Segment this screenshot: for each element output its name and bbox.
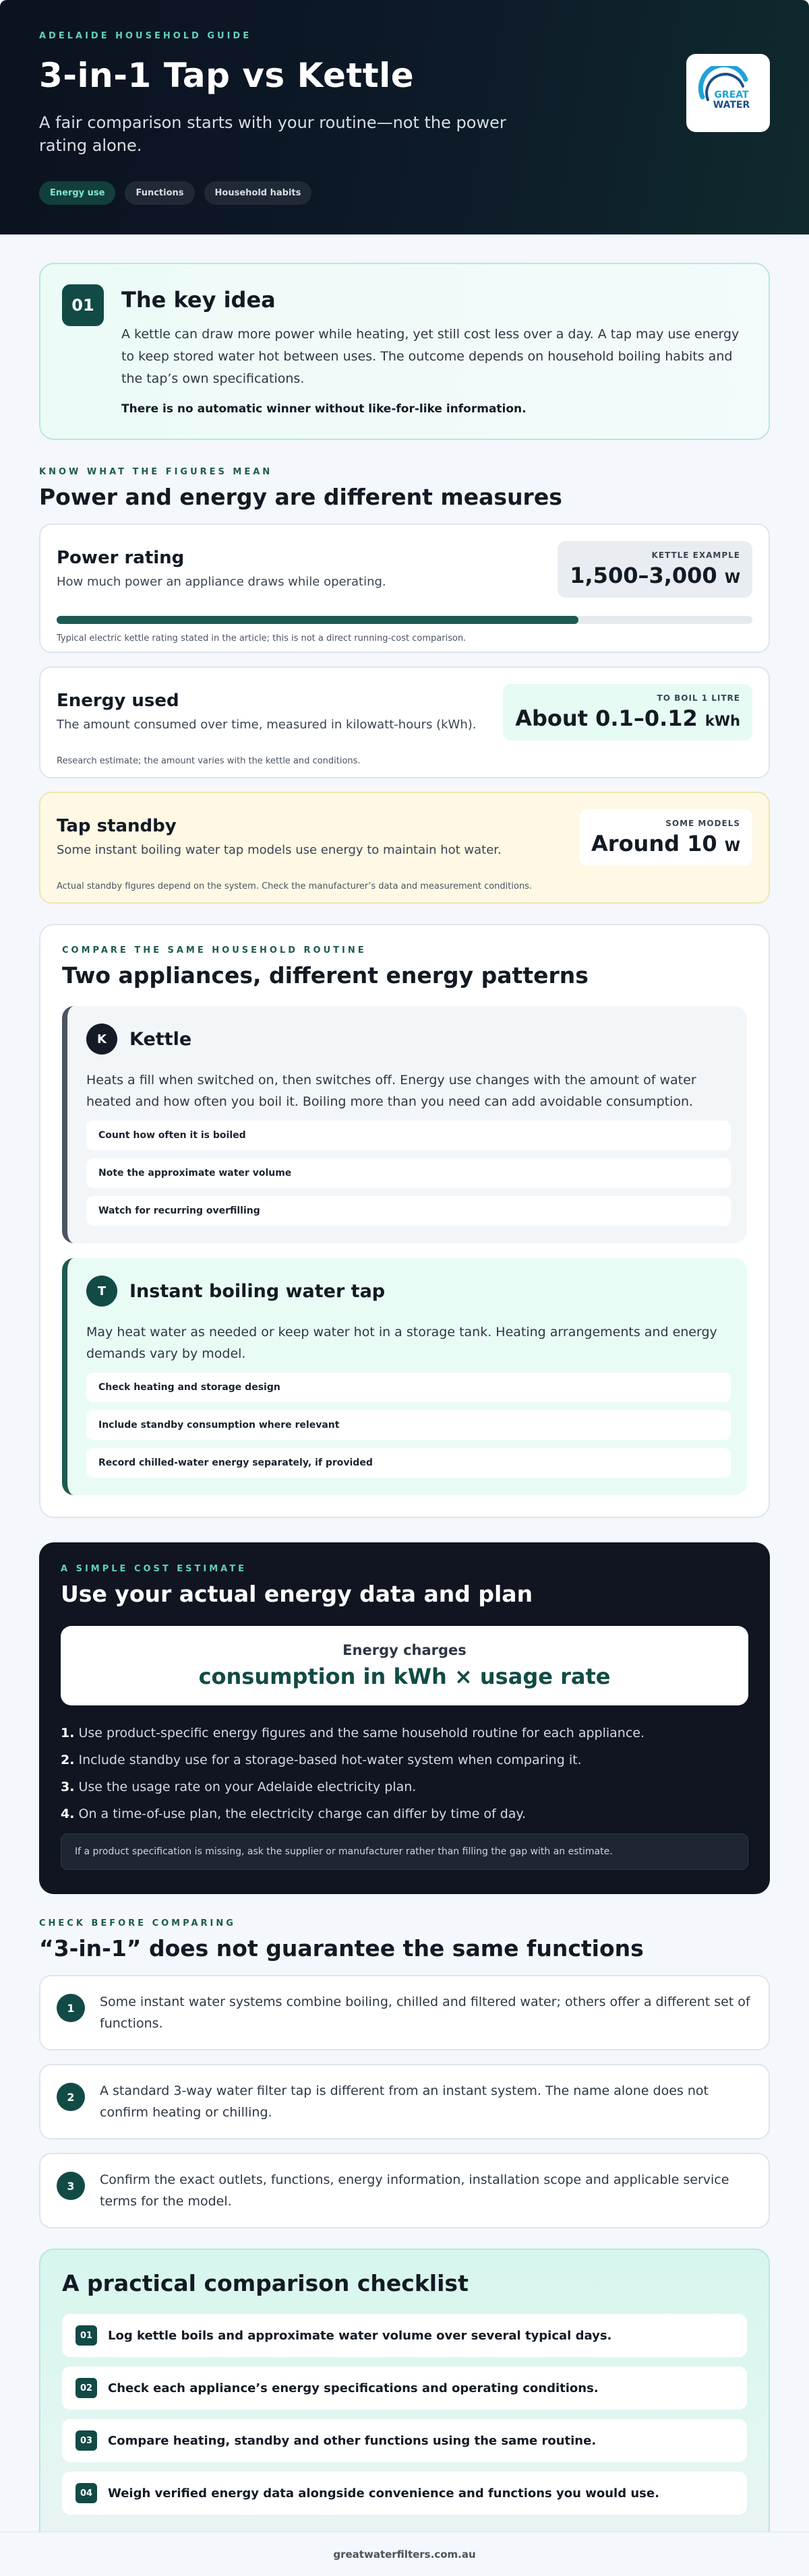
cost-note: If a product specification is missing, ask the supplier or manufacturer rather than filling the gap with an estimate.	[61, 1833, 748, 1870]
checklist-number: 03	[76, 2430, 97, 2451]
cost-step	[61, 1753, 748, 1767]
measures-eyebrow: KNOW WHAT THE FIGURES MEAN	[39, 467, 273, 477]
checklist-text: Weigh verified energy data alongside convenience and functions you would use.	[108, 2486, 659, 2501]
step-number: 1.	[61, 1726, 75, 1740]
main-content	[0, 263, 809, 2573]
tap-card	[62, 1258, 747, 1495]
hero-subtitle: A fair comparison starts with your routine—not the power rating alone.	[39, 113, 506, 155]
formula-label: Energy charges	[342, 1642, 467, 1658]
power-rating-desc: How much power an appliance draws while operating.	[57, 575, 386, 589]
pill-household-habits[interactable]: Household habits	[204, 181, 312, 205]
energy-used-unit: kWh	[705, 713, 740, 729]
cost-formula-box	[61, 1626, 748, 1705]
power-rating-value-box	[558, 541, 752, 598]
key-idea-content	[121, 284, 748, 416]
key-idea-card	[39, 263, 770, 440]
checklist-number: 01	[76, 2325, 97, 2346]
formula-text: consumption in kWh × usage rate	[198, 1664, 611, 1689]
check-text: A standard 3-way water filter tap is different from an instant system. The name alone does not confirm heating or chilling.	[100, 2083, 709, 2120]
tap-check-item: Record chilled-water energy separately, if provided	[86, 1448, 731, 1478]
appliances-panel	[39, 924, 770, 1518]
appliances-title: Two appliances, different energy patterns	[62, 962, 589, 988]
tap-check-item: Include standby consumption where relevant	[86, 1410, 731, 1440]
energy-used-value-box	[503, 684, 752, 741]
power-rating-value: 1,500–3,000	[570, 563, 717, 588]
checklist-text: Log kettle boils and approximate water volume over several typical days.	[108, 2328, 612, 2343]
power-rating-card	[39, 524, 770, 653]
brand-logo[interactable]	[686, 54, 770, 132]
tap-standby-card	[39, 792, 770, 904]
energy-used-card	[39, 666, 770, 778]
checklist-text: Check each appliance’s energy specifications and operating conditions.	[108, 2381, 599, 2395]
tap-standby-title: Tap standby	[57, 816, 177, 836]
energy-used-value: About 0.1–0.12	[515, 705, 698, 731]
pill-energy-use[interactable]: Energy use	[39, 181, 115, 205]
function-check-card	[39, 2064, 770, 2139]
cost-estimate-panel	[39, 1542, 770, 1894]
tap-standby-desc: Some instant boiling water tap models use energy to maintain hot water.	[57, 843, 502, 857]
key-idea-number: 01	[62, 284, 104, 326]
logo-text-great: GREAT	[714, 90, 749, 100]
three-in-one-section	[39, 1918, 770, 2228]
tap-standby-value-box	[579, 809, 752, 866]
energy-used-box-label: TO BOIL 1 LITRE	[657, 693, 740, 703]
measures-section	[39, 467, 770, 904]
tap-standby-unit: W	[724, 838, 740, 854]
tap-check-item: Check heating and storage design	[86, 1373, 731, 1402]
power-rating-note: Typical electric kettle rating stated in the article; this is not a direct running-cost comparison.	[57, 633, 467, 643]
checklist-title: A practical comparison checklist	[62, 2270, 469, 2296]
power-rating-unit: W	[724, 570, 740, 586]
key-idea-body: A kettle can draw more power while heating, yet still cost less over a day. A tap may use energy to keep stored water hot between uses. The outcome depends on household boiling habits and the tap’s own specifications.	[121, 327, 740, 386]
kettle-body: Heats a fill when switched on, then switches off. Energy use changes with the amount of water heated and how often you boil it. Boiling more than you need can add avoidable consumption.	[86, 1073, 696, 1109]
tap-standby-box-label: SOME MODELS	[665, 819, 740, 828]
cost-step	[61, 1780, 748, 1794]
page-footer	[0, 2532, 809, 2576]
step-number: 3.	[61, 1780, 75, 1794]
page-title: 3-in-1 Tap vs Kettle	[39, 56, 415, 95]
energy-used-note: Research estimate; the amount varies with the kettle and conditions.	[57, 756, 361, 766]
check-text: Confirm the exact outlets, functions, energy information, installation scope and applicable service terms for the model.	[100, 2172, 729, 2209]
check-number: 2	[57, 2083, 85, 2111]
function-check-card	[39, 2153, 770, 2228]
power-rating-bar-fill	[57, 616, 578, 624]
hero-header	[0, 0, 809, 234]
key-idea-conclusion: There is no automatic winner without like-for-like information.	[121, 402, 527, 416]
water-drop-logo-icon	[696, 66, 760, 120]
function-check-card	[39, 1975, 770, 2050]
step-number: 2.	[61, 1753, 75, 1767]
tap-standby-note: Actual standby figures depend on the system. Check the manufacturer’s data and measurement conditions.	[57, 881, 533, 891]
measures-title: Power and energy are different measures	[39, 484, 562, 510]
tap-body: May heat water as needed or keep water hot in a storage tank. Heating arrangements and energy demands vary by model.	[86, 1325, 717, 1361]
hero-eyebrow: ADELAIDE HOUSEHOLD GUIDE	[39, 31, 252, 41]
tap-standby-value: Around 10	[591, 831, 717, 856]
step-number: 4.	[61, 1807, 75, 1821]
check-number: 3	[57, 2172, 85, 2200]
logo-text-water: WATER	[713, 100, 750, 111]
step-text: On a time-of-use plan, the electricity charge can differ by time of day.	[78, 1807, 527, 1821]
kettle-check-item: Watch for recurring overfilling	[86, 1196, 731, 1226]
checklist-item	[62, 2366, 747, 2410]
kettle-avatar: K	[86, 1024, 117, 1055]
key-idea-title: The key idea	[121, 287, 276, 313]
cost-steps	[61, 1726, 748, 1821]
power-rating-title: Power rating	[57, 548, 185, 568]
kettle-check-item: Note the approximate water volume	[86, 1158, 731, 1188]
kettle-header	[86, 1024, 731, 1055]
pill-functions[interactable]: Functions	[125, 181, 194, 205]
cost-eyebrow: A SIMPLE COST ESTIMATE	[61, 1564, 247, 1574]
check-text: Some instant water systems combine boiling, chilled and filtered water; others offer a different set of functions.	[100, 1994, 750, 2031]
kettle-check-item: Count how often it is boiled	[86, 1121, 731, 1150]
checklist-item	[62, 2472, 747, 2515]
three-in-one-title: “3-in-1” does not guarantee the same functions	[39, 1935, 644, 1961]
power-rating-bar	[57, 616, 752, 624]
step-text: Use the usage rate on your Adelaide electricity plan.	[78, 1780, 417, 1794]
cost-title: Use your actual energy data and plan	[61, 1581, 533, 1607]
footer-site-link[interactable]: greatwaterfilters.com.au	[333, 2548, 476, 2561]
kettle-card	[62, 1006, 747, 1243]
three-in-one-eyebrow: CHECK BEFORE COMPARING	[39, 1918, 236, 1928]
check-number: 1	[57, 1994, 85, 2022]
appliances-eyebrow: COMPARE THE SAME HOUSEHOLD ROUTINE	[62, 945, 367, 955]
comparison-checklist	[39, 2249, 770, 2573]
cost-step	[61, 1726, 748, 1740]
energy-used-title: Energy used	[57, 691, 179, 711]
cost-step	[61, 1807, 748, 1821]
tap-header	[86, 1276, 731, 1307]
kettle-title: Kettle	[129, 1028, 192, 1050]
energy-used-desc: The amount consumed over time, measured in kilowatt-hours (kWh).	[57, 718, 477, 732]
tap-avatar: T	[86, 1276, 117, 1307]
power-rating-box-label: KETTLE EXAMPLE	[651, 551, 740, 560]
topic-pills	[39, 181, 770, 205]
checklist-text: Compare heating, standby and other functions using the same routine.	[108, 2433, 597, 2448]
checklist-number: 02	[76, 2378, 97, 2398]
checklist-item	[62, 2314, 747, 2357]
checklist-item	[62, 2419, 747, 2462]
step-text: Use product-specific energy figures and the same household routine for each appliance.	[78, 1726, 645, 1740]
step-text: Include standby use for a storage-based hot-water system when comparing it.	[78, 1753, 582, 1767]
checklist-number: 04	[76, 2483, 97, 2503]
tap-title: Instant boiling water tap	[129, 1280, 386, 1302]
